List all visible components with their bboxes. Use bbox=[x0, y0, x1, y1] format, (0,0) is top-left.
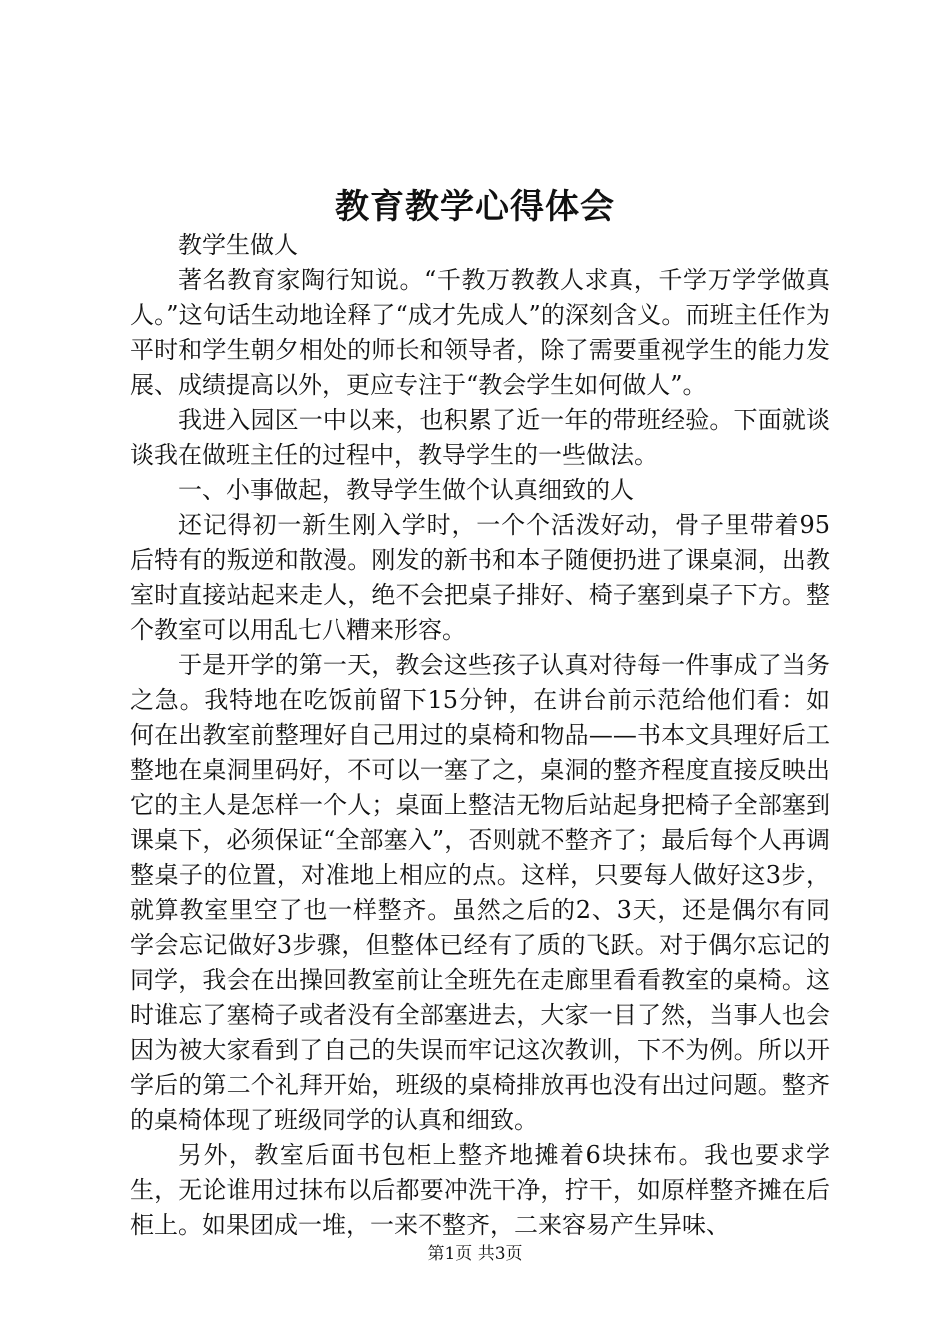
page-number-footer: 第1页 共3页 bbox=[427, 1244, 523, 1264]
paragraph: 另外，教室后面书包柜上整齐地摊着6块抹布。我也要求学生，无论谁用过抹布以后都要冲洗干净，拧干，如原样整齐摊在后柜上。如果团成一堆，一来不整齐，二来容易产生异味、 bbox=[130, 1141, 830, 1239]
section-heading: 一、小事做起，教导学生做个认真细致的人 bbox=[178, 476, 634, 504]
paragraph: 于是开学的第一天，教会这些孩子认真对待每一件事成了当务之急。我特地在吃饭前留下15分钟，在讲台前示范给他们看：如何在出教室前整理好自己用过的桌椅和物品——书本文具理好后工整地在桌洞里码好，不可以一塞了之，桌洞的整齐程度直接反映出它的主人是怎样一个人；桌面上整洁无物后站起身把椅子全部塞到课桌下，必须保证“全部塞入”，否则就不整齐了；最后每个人再调整桌子的位置，对准地上相应的点。这样，只要每人做好这3步，就算教室里空了也一样整齐。虽然之后的2、3天，还是偶尔有同学会忘记做好3步骤，但整体已经有了质的飞跃。对于偶尔忘记的同学，我会在出操回教室前让全班先在走廊里看看教室的桌椅。这时谁忘了塞椅子或者没有全部塞进去，大家一目了然，当事人也会因为被大家看到了自己的失误而牢记这次教训，下不为例。所以开学后的第二个礼拜开始，班级的桌椅排放再也没有出过问题。整齐的桌椅体现了班级同学的认真和细致。 bbox=[130, 651, 830, 1134]
document-body bbox=[130, 228, 830, 1243]
paragraph: 我进入园区一中以来，也积累了近一年的带班经验。下面就谈谈我在做班主任的过程中，教导学生的一些做法。 bbox=[130, 406, 830, 469]
document-title: 教育教学心得体会 bbox=[335, 187, 615, 227]
paragraph-subtitle: 教学生做人 bbox=[178, 231, 298, 259]
paragraph: 著名教育家陶行知说。“千教万教教人求真，千学万学学做真人。”这句话生动地诠释了“成才先成人”的深刻含义。而班主任作为平时和学生朝夕相处的师长和领导者，除了需要重视学生的能力发展、成绩提高以外，更应专注于“教会学生如何做人”。 bbox=[130, 266, 830, 399]
paragraph: 还记得初一新生刚入学时，一个个活泼好动，骨子里带着95后特有的叛逆和散漫。刚发的新书和本子随便扔进了课桌洞，出教室时直接站起来走人，绝不会把桌子排好、椅子塞到桌子下方。整个教室可以用乱七八糟来形容。 bbox=[130, 511, 830, 644]
